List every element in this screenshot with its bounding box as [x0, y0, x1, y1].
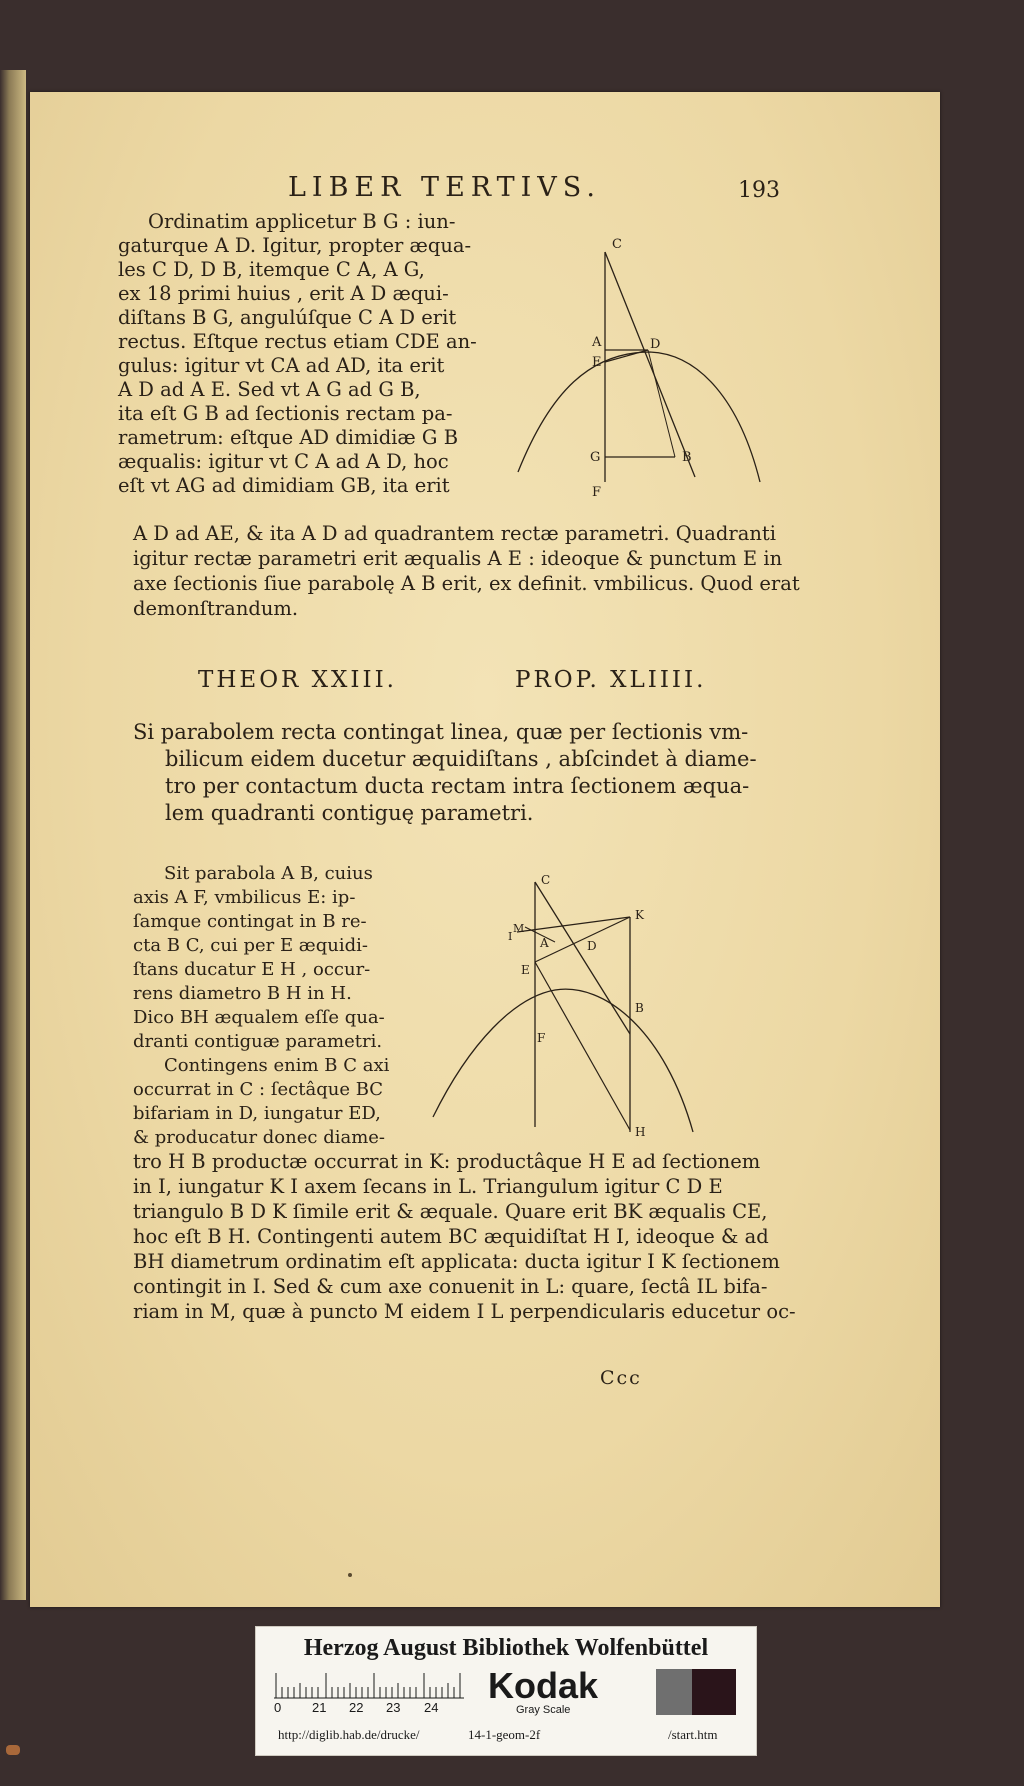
- text-line: cta B C, cui per E æquidi-: [133, 935, 368, 956]
- ruler-number: 22: [349, 1700, 364, 1715]
- ruler-number: 23: [386, 1700, 401, 1715]
- fig2-label: F: [537, 1031, 546, 1045]
- text-line: A D ad AE, & ita A D ad quadrantem rectæ parametri. Quadranti: [133, 522, 776, 545]
- text-line: Si parabolem recta contingat linea, quæ per ſectionis vm-: [133, 720, 749, 744]
- text-line: axis A F, vmbilicus E: ip-: [133, 887, 356, 908]
- fig2-label: A: [540, 936, 549, 950]
- fig2-label: B: [635, 1001, 644, 1015]
- page-number: 193: [738, 178, 780, 203]
- text-line: demonſtrandum.: [133, 597, 299, 620]
- book-page: [30, 92, 940, 1607]
- text-line: Contingens enim B C axi: [164, 1055, 390, 1076]
- text-line: gaturque A D. Igitur, propter æqua-: [118, 234, 472, 257]
- text-line: & producatur donec diame-: [133, 1127, 386, 1148]
- text-line: bifariam in D, iungatur ED,: [133, 1103, 381, 1124]
- fig2-label: I: [508, 930, 513, 943]
- text-line: Sit parabola A B, cuius: [164, 863, 373, 884]
- fig1-label: G: [590, 450, 601, 465]
- fig1-label: F: [592, 485, 602, 500]
- book-left-edge: [0, 70, 26, 1600]
- library-scan-card: [255, 1626, 757, 1756]
- text-line: triangulo B D K ſimile erit & æquale. Quare erit BK æqualis CE,: [133, 1200, 768, 1223]
- text-line: ſamque contingat in B re-: [133, 911, 367, 932]
- text-line: ſtans ducatur E H , occur-: [133, 959, 371, 980]
- running-title: LIBER TERTIVS.: [288, 172, 601, 203]
- library-title: Herzog August Bibliothek Wolfenbüttel: [303, 1635, 709, 1661]
- text-line: dranti contiguæ parametri.: [133, 1031, 383, 1052]
- proposition-heading: PROP. XLIIII.: [515, 667, 707, 693]
- fig1-label: D: [650, 337, 661, 352]
- text-line: rens diametro B H in H.: [133, 983, 352, 1004]
- fig2-label: C: [541, 873, 551, 887]
- text-line: hoc eſt B H. Contingenti autem BC æquidiſtat H I, ideoque & ad: [133, 1225, 769, 1248]
- text-line: ita eſt G B ad ſectionis rectam pa-: [118, 402, 453, 425]
- signature-mark: Ccc: [600, 1367, 642, 1389]
- ruler-number: 24: [424, 1700, 439, 1715]
- text-line: igitur rectæ parametri erit æqualis A E : ideoque & punctum E in: [133, 547, 783, 570]
- stain-spot: [6, 1745, 20, 1755]
- text-line: rectus. Eſtque rectus etiam CDE an-: [118, 330, 477, 353]
- fig1-label: C: [612, 237, 622, 252]
- fig1-label: B: [682, 450, 692, 465]
- text-line: Dico BH æqualem eſſe qua-: [133, 1007, 385, 1028]
- text-line: contingit in I. Sed & cum axe conuenit in L: quare, ſectâ IL bifa-: [133, 1275, 768, 1298]
- text-line: les C D, D B, itemque C A, A G,: [118, 258, 425, 281]
- fig1-label: A: [592, 335, 602, 350]
- url-base[interactable]: http://diglib.hab.de/drucke/: [278, 1727, 420, 1742]
- text-line: riam in M, quæ à puncto M eidem I L perpendicularis educetur oc-: [133, 1300, 796, 1323]
- text-line: diſtans B G, angulúſque C A D erit: [118, 306, 457, 329]
- url-start[interactable]: /start.htm: [668, 1727, 718, 1742]
- gray-scale-label: Gray Scale: [516, 1704, 571, 1716]
- ruler-scale: [274, 1669, 464, 1699]
- text-line: ex 18 primi huius , erit A D æqui-: [118, 282, 449, 305]
- fig2-label: K: [635, 908, 644, 922]
- text-line: Ordinatim applicetur B G : iun-: [148, 210, 456, 233]
- text-line: occurrat in C : ſectâque BC: [133, 1079, 384, 1100]
- ruler-number: 21: [312, 1700, 327, 1715]
- kodak-logo: Kodak: [488, 1665, 599, 1706]
- text-line: lem quadranti contiguę parametri.: [165, 801, 534, 825]
- text-line: gulus: igitur vt CA ad AD, ita erit: [118, 354, 445, 377]
- fig2-label: D: [587, 939, 597, 953]
- ruler-number: 0: [274, 1700, 282, 1715]
- url-id[interactable]: 14-1-geom-2f: [468, 1727, 541, 1742]
- fig1-label: E: [592, 355, 602, 370]
- ink-speck: [348, 1573, 352, 1577]
- fig2-label: M: [513, 922, 525, 935]
- theorem-heading: THEOR XXIII.: [198, 667, 397, 693]
- fig2-label: H: [635, 1125, 646, 1139]
- text-line: in I, iungatur K I axem ſecans in L. Triangulum igitur C D E: [133, 1175, 723, 1198]
- fig2-label: E: [521, 963, 530, 977]
- text-line: rametrum: eſtque AD dimidiæ G B: [118, 426, 459, 449]
- text-line: tro per contactum ducta rectam intra ſectionem æqua-: [165, 774, 750, 798]
- text-line: axe ſectionis ſiue parabolę A B erit, ex definit. vmbilicus. Quod erat: [133, 572, 800, 595]
- text-line: eſt vt AG ad dimidiam GB, ita erit: [118, 474, 450, 497]
- text-line: tro H B productæ occurrat in K: productâque H E ad ſectionem: [133, 1150, 761, 1173]
- text-line: A D ad A E. Sed vt A G ad G B,: [118, 378, 421, 401]
- dark-swatch: [692, 1669, 736, 1715]
- parabola-figure-2: [425, 872, 715, 1142]
- text-line: æqualis: igitur vt C A ad A D, hoc: [118, 450, 449, 473]
- gray-swatch: [656, 1669, 692, 1715]
- parabola-figure-1: [510, 232, 770, 500]
- text-line: BH diametrum ordinatim eſt applicata: ducta igitur I K ſectionem: [133, 1250, 780, 1273]
- text-line: bilicum eidem ducetur æquidiſtans , abſcindet à diame-: [165, 747, 757, 771]
